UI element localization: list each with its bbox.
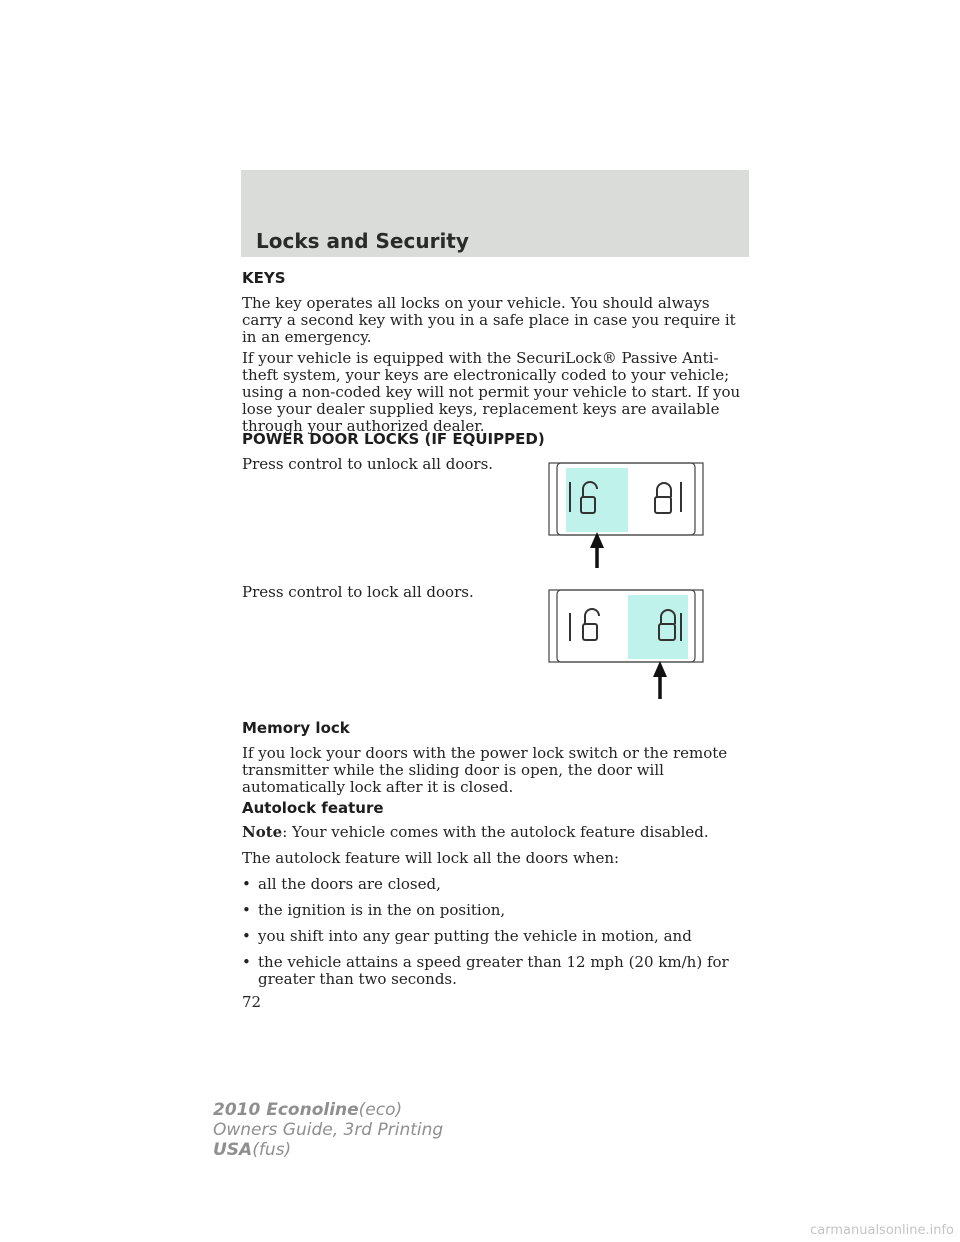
footer-region-code: (fus): [252, 1140, 292, 1160]
power-door-locks-heading: POWER DOOR LOCKS (IF EQUIPPED): [242, 430, 545, 448]
footer: [213, 1100, 443, 1160]
lock-switch-illustration: [545, 587, 705, 701]
autolock-note: [242, 824, 742, 841]
footer-region: USA: [213, 1140, 253, 1160]
memory-lock-heading: Memory lock: [242, 719, 350, 737]
memory-lock-paragraph: If you lock your doors with the power lock switch or the remote transmitter while the sliding door is open, the door will automatically lock after it is closed.: [242, 744, 728, 796]
footer-model-code: (eco): [358, 1100, 403, 1120]
keys-heading: KEYS: [242, 269, 286, 287]
footer-model: 2010 Econoline: [213, 1100, 359, 1120]
arrow-up-icon: [653, 661, 667, 699]
keys-paragraph-1: The key operates all locks on your vehicle. You should always carry a second key with you in a safe place in case you require it in an emergency.: [242, 294, 736, 346]
unlock-highlight: [566, 468, 628, 532]
arrow-up-icon: [590, 532, 604, 568]
autolock-intro: The autolock feature will lock all the doors when:: [242, 849, 620, 867]
list-item: • the ignition is in the on position,: [242, 901, 506, 919]
unlock-instruction: Press control to unlock all doors.: [242, 455, 494, 473]
list-item: • you shift into any gear putting the vehicle in motion, and: [242, 927, 692, 945]
list-item: • the vehicle attains a speed greater than 12 mph (20 km/h) for greater than two seconds.: [242, 953, 729, 988]
note-text: : Your vehicle comes with the autolock feature disabled.: [282, 823, 709, 841]
footer-printing: Owners Guide, 3rd Printing: [213, 1120, 444, 1140]
autolock-heading: Autolock feature: [242, 799, 384, 817]
note-label: Note: [242, 823, 283, 841]
keys-paragraph-2: If your vehicle is equipped with the SecuriLock® Passive Anti-theft system, your keys are electronically coded to your vehicle; using a non-coded key will not permit your vehicle to start. If you lose your dealer supplied keys, replacement keys are available through your authorized dealer.: [242, 349, 741, 435]
unlock-switch-illustration: [545, 460, 705, 572]
list-item: • all the doors are closed,: [242, 875, 441, 893]
page-number: 72: [242, 993, 262, 1011]
lock-instruction: Press control to lock all doors.: [242, 583, 474, 601]
watermark: carmanualsonline.info: [810, 1223, 954, 1238]
section-title: Locks and Security: [256, 229, 469, 253]
